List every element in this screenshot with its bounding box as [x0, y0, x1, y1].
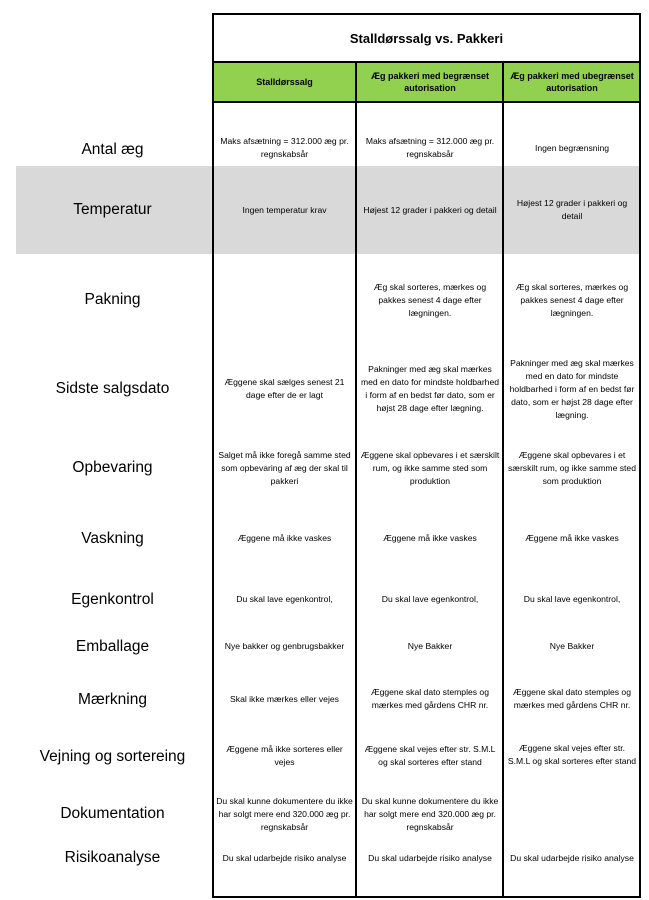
table-cell: Du skal lave egenkontrol,: [381, 593, 479, 604]
table-cell: [504, 790, 640, 838]
table-cell: Æggene må ikke sorteres eller vejes: [226, 744, 343, 767]
table-cell: Pakninger med æg skal mærkes med en dato for mindste holdbarhed i form af en bedst før dato, som er højst 28 dage efter lægning.: [360, 364, 500, 413]
table-cell: [213, 280, 356, 320]
row-label: Vejning og sortereing: [39, 748, 186, 765]
row-label: Risikoanalyse: [64, 849, 161, 866]
row-label: Opbevaring: [72, 459, 153, 476]
table-cell: Æggene skal vejes efter str. S.M.L og skal sorteres efter stand: [507, 743, 637, 766]
table-cell: Æg skal sorteres, mærkes og pakkes senest 4 dage efter lægningen.: [373, 281, 487, 318]
table-cell: Ingen temperatur krav: [242, 204, 327, 215]
table-cell: Æggene skal dato stemples og mærkes med gårdens CHR nr.: [371, 687, 489, 710]
table-cell: Maks afsætning = 312.000 æg pr. regnskabsår: [365, 136, 495, 159]
table-cell: Nye bakker og genbrugsbakker: [224, 640, 345, 651]
table-cell: Æg skal sorteres, mærkes og pakkes senest 4 dage efter lægningen.: [515, 281, 629, 318]
header-divider: [213, 101, 641, 103]
bottom-border: [213, 896, 641, 898]
table-cell: Ingen begrænsning: [534, 142, 610, 153]
table-cell: Æggene må ikke vaskes: [237, 532, 332, 543]
table-cell: Nye Bakker: [549, 640, 595, 651]
table-cell: Du skal lave egenkontrol,: [523, 593, 621, 604]
table-cell: Du skal udarbejde risiko analyse: [510, 852, 634, 863]
table-cell: Æggene skal sælges senest 21 dage efter de er lagt: [224, 377, 345, 400]
header-begraenset: Æg pakkeri med begrænset autorisation: [357, 62, 503, 102]
title-divider: [213, 61, 641, 63]
table-cell: Du skal lave egenkontrol,: [236, 593, 333, 604]
top-border: [213, 13, 641, 15]
table-cell: Æggene skal vejes efter str. S.M.L og skal sorteres efter stand: [364, 744, 496, 767]
table-cell: Salget må ikke foregå samme sted som opbevaring af æg der skal til pakkeri: [218, 449, 351, 486]
row-label: Emballage: [75, 638, 150, 655]
row-label: Sidste salgsdato: [55, 380, 170, 397]
table-cell: Du skal udarbejde risiko analyse: [368, 852, 492, 863]
row-label: Antal æg: [81, 141, 144, 158]
row-label: Temperatur: [73, 201, 152, 218]
table-cell: Du skal kunne dokumentere du ikke har solgt mere end 320.000 æg pr. regnskabsår: [361, 795, 499, 832]
table-title: Stalldørssalg vs. Pakkeri: [349, 30, 504, 46]
table-cell: Æggene skal opbevares i et særskilt rum, og ikke samme sted som produktion: [360, 449, 500, 486]
table-cell: Æggene må ikke vaskes: [525, 532, 619, 543]
row-label: Vaskning: [81, 530, 144, 547]
row-label: Mærkning: [78, 691, 147, 708]
table-cell: Æggene må ikke vaskes: [383, 532, 477, 543]
table-cell: Du skal udarbejde risiko analyse: [222, 852, 347, 863]
table-cell: Æggene skal opbevares i et særskilt rum, og ikke samme sted som produktion: [508, 449, 636, 486]
table-cell: Du skal kunne dokumentere du ikke har solgt mere end 320.000 æg pr. regnskabsår: [216, 795, 353, 832]
table-cell: Højest 12 grader i pakkeri og detail: [516, 198, 628, 221]
table-cell: Maks afsætning = 312.000 æg pr. regnskabsår: [220, 136, 349, 159]
table-cell: Nye Bakker: [407, 640, 453, 651]
table-cell: Højest 12 grader i pakkeri og detail: [363, 204, 497, 215]
table-cell: Pakninger med æg skal mærkes med en dato for mindste holdbarhed i form af en bedst før dato, som er højst 28 dage efter lægning.: [509, 357, 635, 420]
table-cell: Skal ikke mærkes eller vejes: [230, 693, 339, 704]
row-label: Egenkontrol: [71, 591, 154, 608]
table-cell: Æggene skal dato stemples og mærkes med gårdens CHR nr.: [513, 687, 631, 710]
row-label: Pakning: [84, 291, 141, 308]
header-stalldorssalg: Stalldørssalg: [213, 62, 356, 102]
row-label: Dokumentation: [60, 805, 165, 822]
header-ubegraenset: Æg pakkeri med ubegrænset autorisation: [504, 62, 640, 102]
